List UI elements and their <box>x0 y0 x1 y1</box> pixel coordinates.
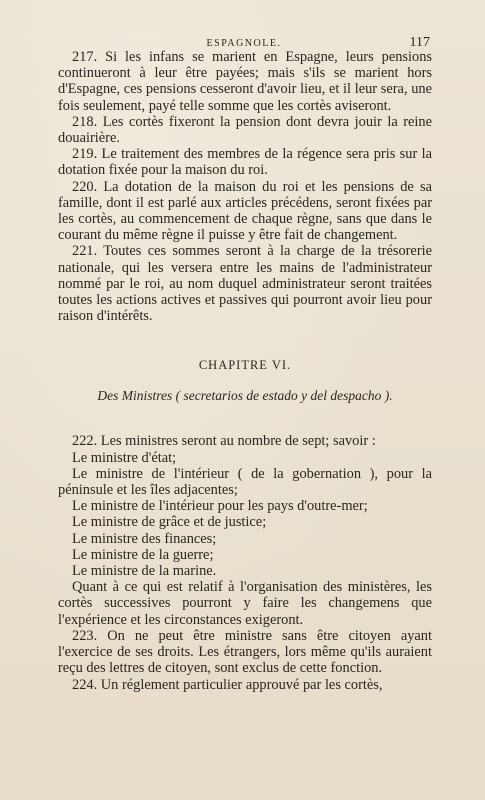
running-title: ESPAGNOLE. <box>206 38 282 49</box>
ministry-item: Le ministre de grâce et de justice; <box>72 514 267 531</box>
chapter-subtitle: Des Ministres ( secretarios de estado y del despacho ). <box>97 388 393 404</box>
page-number: 117 <box>409 35 430 50</box>
ministry-item: Le ministre de l'intérieur pour les pays d'outre-mer; <box>72 498 368 515</box>
article-222-intro: 222. Les ministres seront au nombre de sept; savoir : <box>72 433 376 450</box>
article-219: 219. Le traitement des membres de la régence sera pris sur la dotation fixée pour la maison du roi. <box>58 146 432 179</box>
chapter-title: CHAPITRE VI. <box>198 358 292 373</box>
page-body <box>58 49 432 693</box>
article-223: 223. On ne peut être ministre sans être citoyen ayant l'exercice de ses droits. Les étrangers, lors même qu'ils auraient reçu des lettres de citoyen, sont exclus de cette fonction. <box>58 627 432 677</box>
ministry-item: Le ministre d'état; <box>72 449 177 466</box>
ministry-item: Le ministre de la marine. <box>72 563 217 580</box>
article-221: 221. Toutes ces sommes seront à la charge de la trésorerie nationale, qui les versera entre les mains de l'administrateur nommé par le roi, au nom duquel administrateur seront traitées toutes les actions actives et passives qui pourront avoir lieu pour raison d'intérêts. <box>58 243 432 325</box>
article-224: 224. Un réglement particulier approuvé par les cortès, <box>72 676 383 693</box>
article-218: 218. Les cortès fixeront la pension dont devra jouir la reine douairière. <box>58 113 432 147</box>
article-220: 220. La dotation de la maison du roi et les pensions de sa famille, dont il est parlé aux articles précédens, seront fixées par les cortès, au commencement de chaque règne, sans que dans le courant du même règne il puisse y être fait de changement. <box>58 178 432 244</box>
ministry-item: Le ministre des finances; <box>72 530 217 547</box>
article-217: 217. Si les infans se marient en Espagne, leurs pensions continueront à leur être payées; mais s'ils se marient hors d'Espagne, ces pensions cesseront d'avoir lieu, et il leur sera, une fois seulement, payé telle somme que les cortès aviseront. <box>58 49 432 114</box>
ministry-item: Le ministre de la guerre; <box>72 546 214 563</box>
ministry-item: Le ministre de l'intérieur ( de la gobernation ), pour la péninsule et les îles adjacentes; <box>58 465 432 499</box>
article-222-closing: Quant à ce qui est relatif à l'organisation des ministères, les cortès successives pourront y faire les changemens que l'expérience et les circonstances exigeront. <box>58 579 432 628</box>
